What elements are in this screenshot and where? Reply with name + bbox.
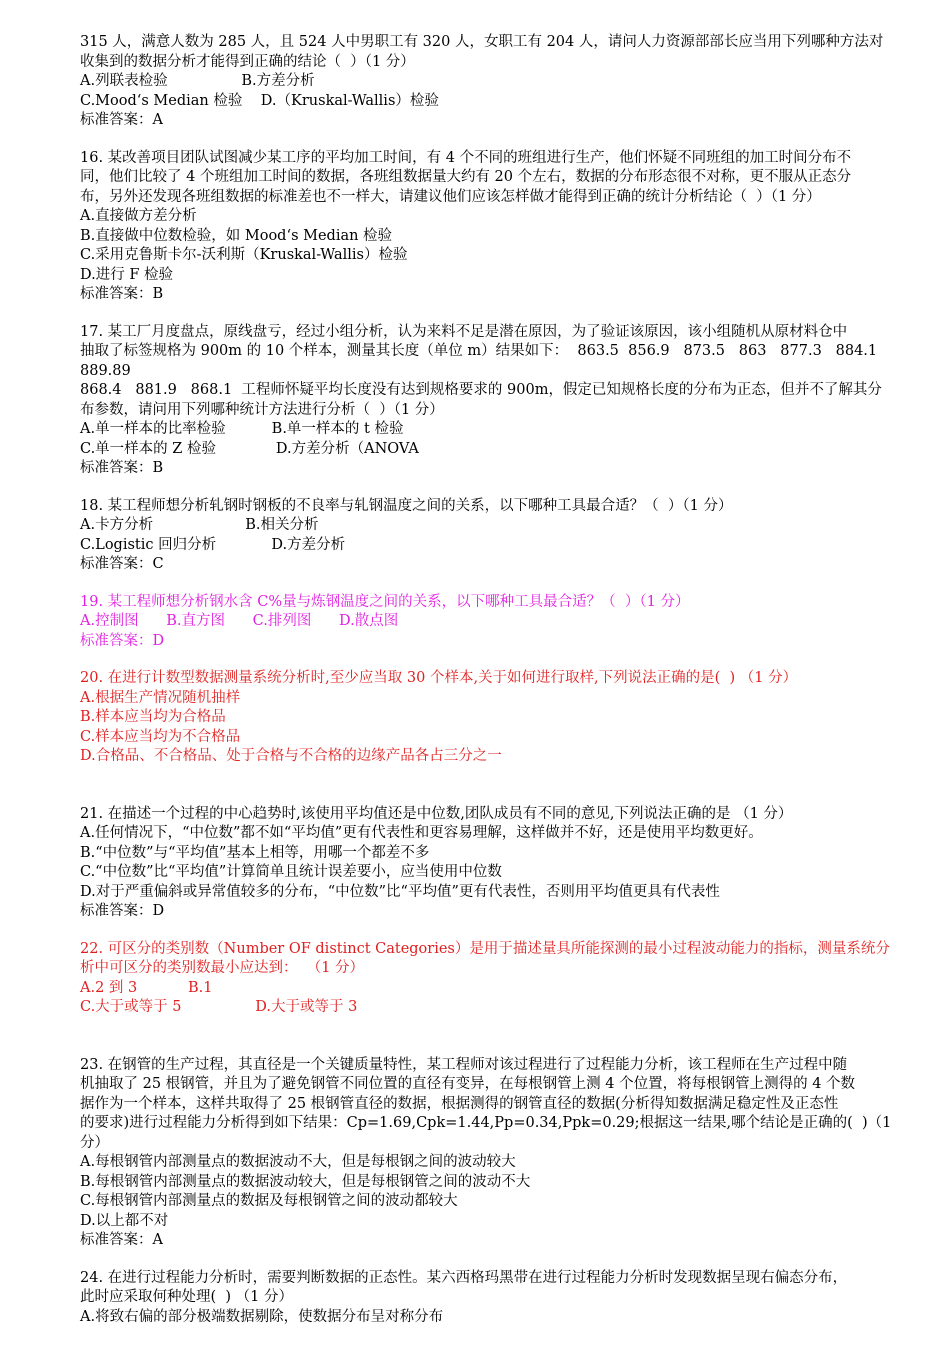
question-line: 抽取了标签规格为 900m 的 10 个样本，测量其长度（单位 m）结果如下： 863.5 856.9 873.5 863 877.3 884.1 889.89 [80,343,891,379]
question-line: 17. 某工厂月度盘点，原线盘亏，经过小组分析，认为来料不足是潜在原因，为了验证该原因，该小组随机从原材料仓中 [80,323,848,340]
question-22 [80,940,920,1018]
question-line: 22. 可区分的类别数（Number OF distinct Categories）是用于描述量具所能探测的最小过程波动能力的指标，测量系统分 [80,940,890,957]
answer-line: 标准答案：A [80,112,163,128]
question-21 [80,805,920,922]
question-line: 布，另外还发现各班组数据的标准差也不一样大，请建议他们应该怎样做才能得到正确的统计分析结论（ ）（1 分） [80,188,821,205]
document-page [80,33,920,1345]
answer-line: 标准答案：A [80,1232,163,1248]
question-17 [80,323,920,479]
answer-line: 标准答案：B [80,286,164,302]
question-line: 此时应采取何种处理( ) （1 分） [80,1289,293,1305]
question-line: 同，他们比较了 4 个班组加工时间的数据，各班组数据量大约有 20 个左右，数据的分布形态很不对称，更不服从正态分 [80,169,852,185]
question-line: 18. 某工程师想分析轧钢时钢板的不良率与轧钢温度之间的关系，以下哪种工具最合适？（ ）（1 分） [80,497,733,514]
question-24 [80,1269,920,1328]
question-line: 布参数，请问用下列哪种统计方法进行分析（ ）（1 分） [80,401,444,418]
option-line: C.Mood‘s Median 检验 D.（Kruskal-Wallis）检验 [80,92,439,109]
option-line: A.每根钢管内部测量点的数据波动不大，但是每根钢之间的波动较大 [80,1154,516,1170]
question-line: 机抽取了 25 根钢管，并且为了避免钢管不同位置的直径有变异，在每根钢管上测 4 个位置，将每根钢管上测得的 4 个数 [80,1076,856,1092]
question-19 [80,593,920,652]
option-line: A.根据生产情况随机抽样 [80,689,241,706]
option-line: A.控制图 B.直方图 C.排列图 D.散点图 [80,613,399,629]
answer-line: 标准答案：C [80,556,164,572]
question-line: 868.4 881.9 868.1 工程师怀疑平均长度没有达到规格要求的 900m，假定已知规格长度的分布为正态，但并不了解其分 [80,382,882,398]
question-line: 19. 某工程师想分析钢水含 C%量与炼钢温度之间的关系，以下哪种工具最合适？（ ）（1 分） [80,593,690,610]
question-23 [80,1056,920,1251]
question-line: 16. 某改善项目团队试图减少某工序的平均加工时间，有 4 个不同的班组进行生产，他们怀疑不同班组的加工时间分布不 [80,149,852,166]
option-line: C.采用克鲁斯卡尔-沃利斯（Kruskal-Wallis）检验 [80,247,408,263]
option-line: A.直接做方差分析 [80,208,197,224]
option-line: C.Logistic 回归分析 D.方差分析 [80,536,346,553]
question-line: 24. 在进行过程能力分析时，需要判断数据的正态性。某六西格玛黑带在进行过程能力分析时发现数据呈现右偏态分布， [80,1269,848,1286]
question-line: 分） [80,1134,109,1151]
option-line: A.单一样本的比率检验 B.单一样本的 t 检验 [80,421,404,437]
option-line: C.大于或等于 5 D.大于或等于 3 [80,999,358,1015]
option-line: A.任何情况下，“中位数”都不如“平均值”更有代表性和更容易理解，这样做并不好，还是使用平均数更好。 [80,825,763,841]
option-line: A.卡方分析 B.相关分析 [80,517,319,533]
answer-line: 标准答案：D [80,632,165,649]
answer-line: 标准答案：D [80,903,165,919]
question-line: 据作为一个样本，这样共取得了 25 根钢管直径的数据，根据测得的钢管直径的数据(分析得知数据满足稳定性及正态性 [80,1095,839,1112]
option-line: D.以上都不对 [80,1212,169,1229]
option-line: B.直接做中位数检验，如 Mood‘s Median 检验 [80,227,393,244]
option-line: A.将致右偏的部分极端数据剔除，使数据分布呈对称分布 [80,1308,444,1325]
option-line: C.“中位数”比“平均值”计算简单且统计误差要小，应当使用中位数 [80,864,502,880]
question-15 [80,33,920,131]
option-line: A.列联表检验 B.方差分析 [80,73,315,89]
answer-line: 标准答案：B [80,460,164,476]
question-20 [80,669,920,767]
option-line: C.单一样本的 Z 检验 D.方差分析（ANOVA [80,440,419,457]
option-line: D.进行 F 检验 [80,266,173,283]
question-16 [80,149,920,305]
question-line: 20. 在进行计数型数据测量系统分析时,至少应当取 30 个样本,关于如何进行取样,下列说法正确的是( ) （1 分） [80,670,798,686]
option-line: B.样本应当均为合格品 [80,709,226,725]
question-18 [80,497,920,575]
option-line: B.“中位数”与“平均值”基本上相等，用哪一个都差不多 [80,844,430,861]
option-line: C.每根钢管内部测量点的数据及每根钢管之间的波动都较大 [80,1193,458,1209]
question-line: 21. 在描述一个过程的中心趋势时,该使用平均值还是中位数,团队成员有不同的意见,下列说法正确的是 （1 分） [80,805,793,822]
option-line: A.2 到 3 B.1 [80,979,213,996]
option-line: D.合格品、不合格品、处于合格与不合格的边缘产品各占三分之一 [80,748,502,764]
question-line: 315 人，满意人数为 285 人，且 524 人中男职工有 320 人，女职工有 204 人，请问人力资源部部长应当用下列哪种方法对 [80,34,884,50]
option-line: C.样本应当均为不合格品 [80,728,241,745]
question-line: 析中可区分的类别数最小应达到： （1 分） [80,960,365,976]
option-line: D.对于严重偏斜或异常值较多的分布，“中位数”比“平均值”更有代表性，否则用平均值更具有代表性 [80,883,720,900]
option-line: B.每根钢管内部测量点的数据波动较大，但是每根钢管之间的波动不大 [80,1173,531,1190]
question-line: 收集到的数据分析才能得到正确的结论（ ）（1 分） [80,53,415,70]
question-line: 的要求)进行过程能力分析得到如下结果：Cp=1.69,Cpk=1.44,Pp=0.34,Ppk=0.29;根据这一结果,哪个结论是正确的( )（1 [80,1115,892,1131]
question-line: 23. 在钢管的生产过程，其直径是一个关键质量特性，某工程师对该过程进行了过程能力分析，该工程师在生产过程中随 [80,1056,848,1073]
